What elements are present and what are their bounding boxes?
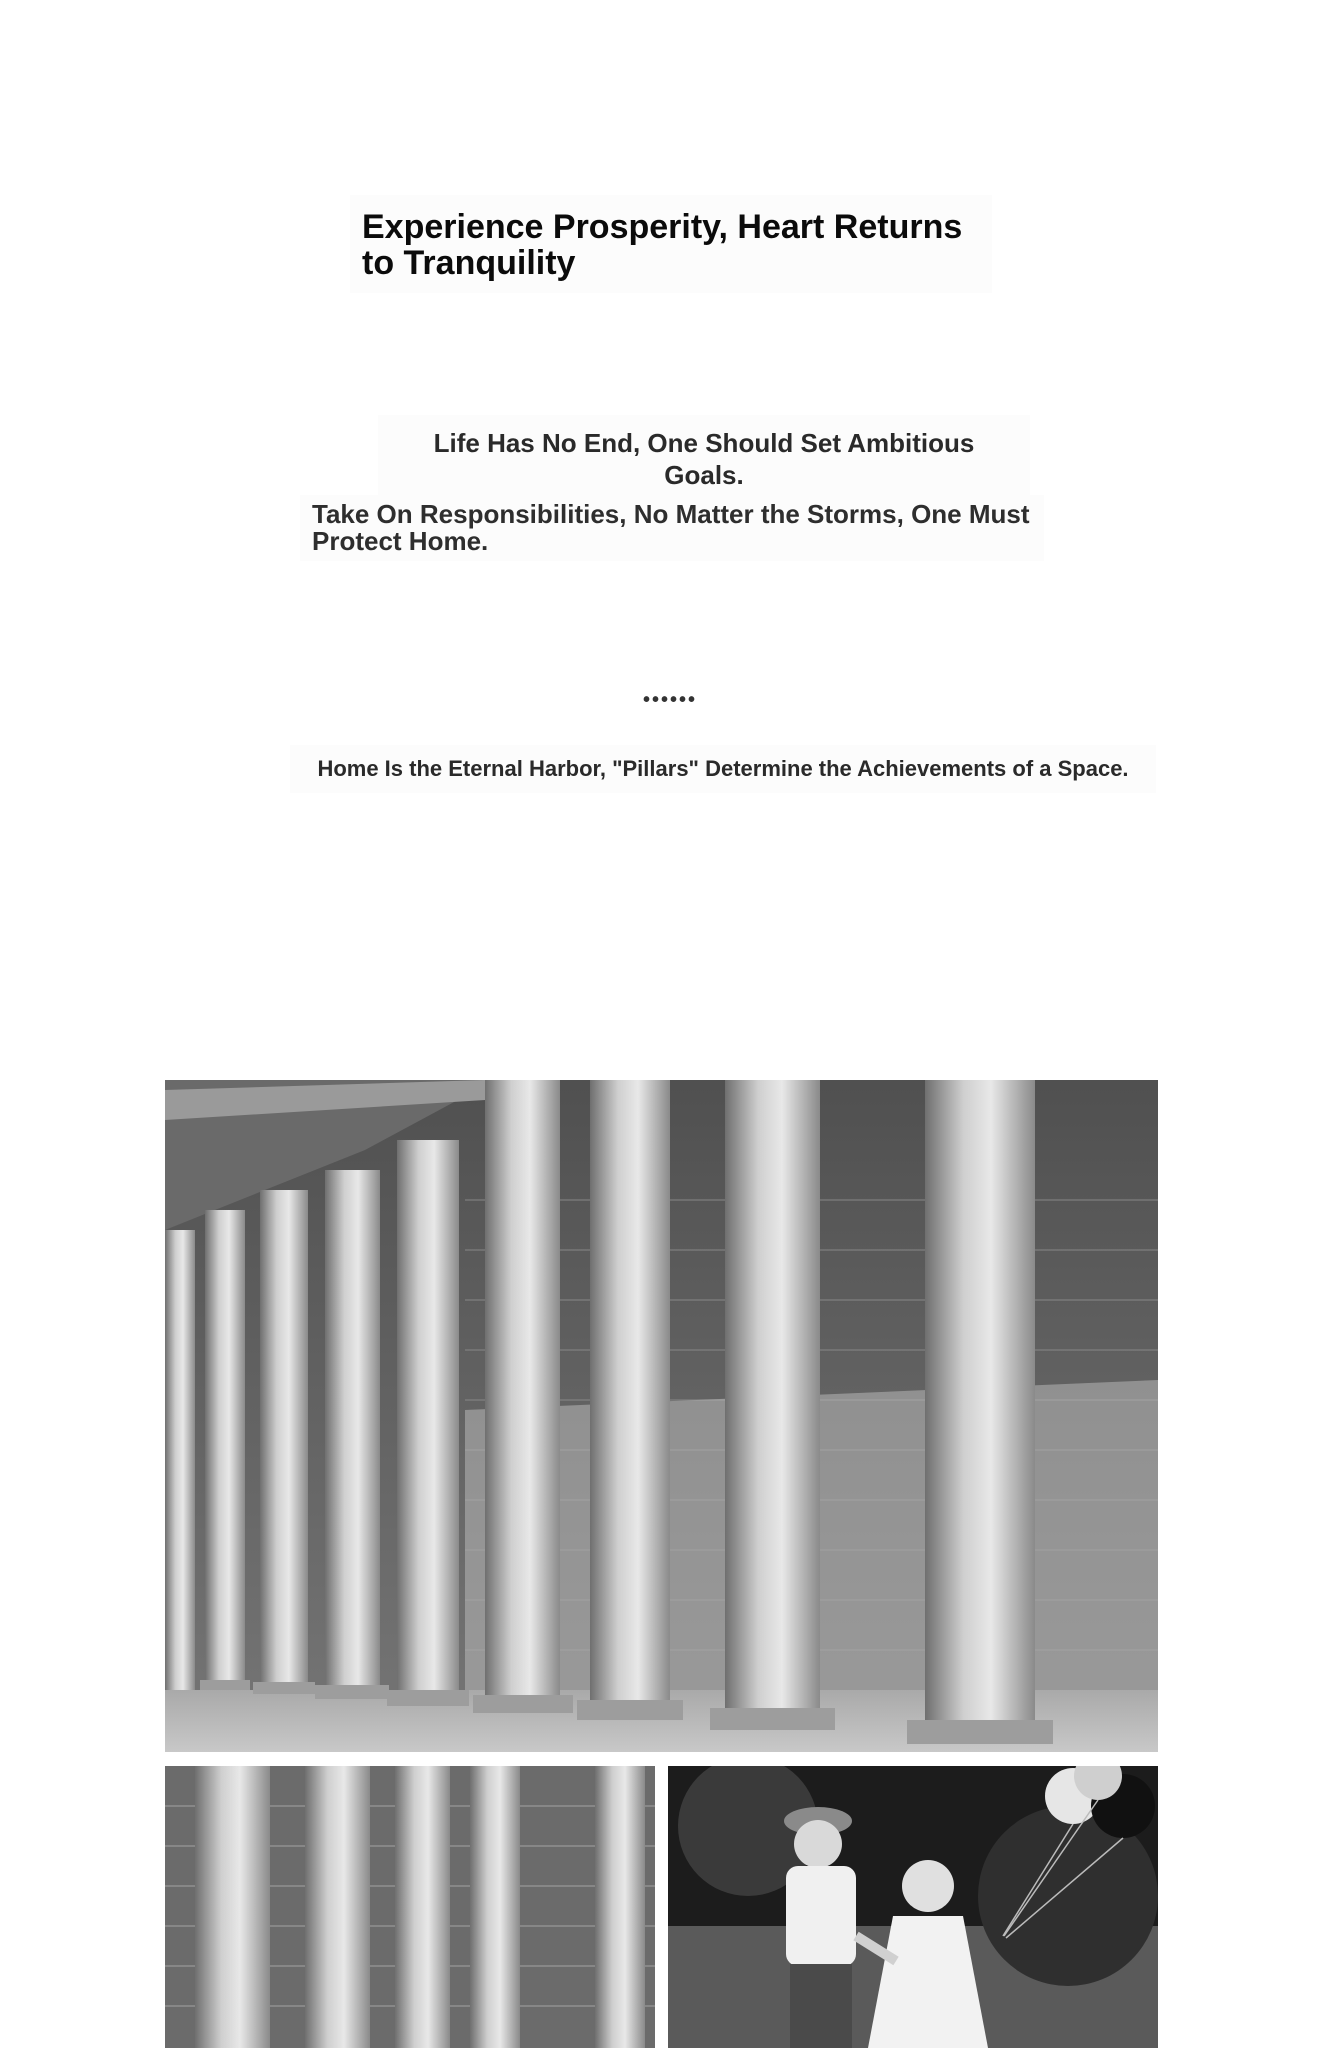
children-balloons-drawing xyxy=(668,1766,1158,2048)
children-balloons-photo xyxy=(668,1766,1158,2048)
tagline-protect-home: Take On Responsibilities, No Matter the Storms, One Must Protect Home. xyxy=(300,495,1044,561)
page-headline: Experience Prosperity, Heart Returns to Tranquility xyxy=(350,195,992,293)
colonnade-photo xyxy=(165,1080,1158,1752)
columns-closeup-drawing xyxy=(165,1766,655,2048)
tagline-eternal-harbor: Home Is the Eternal Harbor, "Pillars" Determine the Achievements of a Space. xyxy=(290,745,1156,793)
columns-closeup-photo xyxy=(165,1766,655,2048)
colonnade-photo-drawing xyxy=(165,1080,1158,1752)
tagline-ambitious-goals: Life Has No End, One Should Set Ambitious Goals. xyxy=(378,415,1030,503)
ellipsis-divider: •••••• xyxy=(642,689,697,711)
